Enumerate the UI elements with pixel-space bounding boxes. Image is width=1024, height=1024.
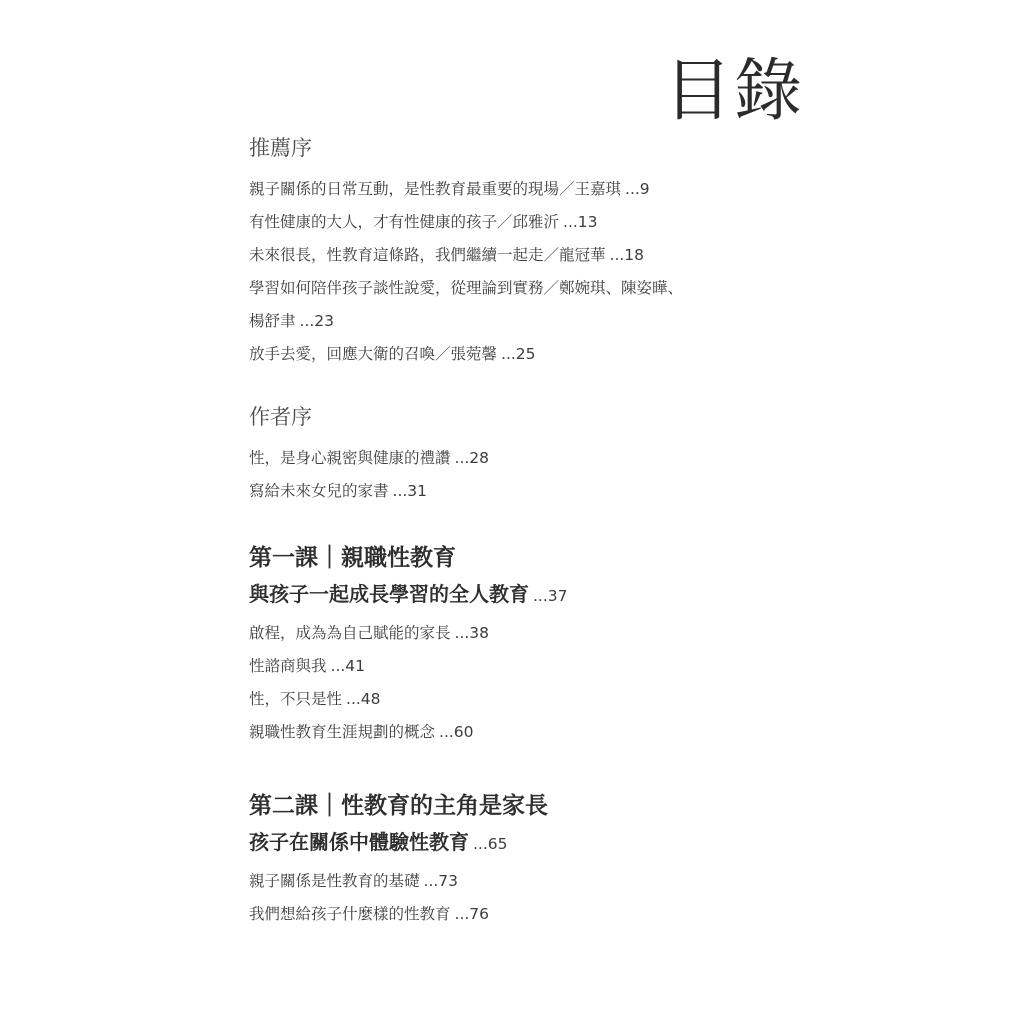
entry-text: 放手去愛，回應大衛的召喚／張菀馨: [249, 345, 498, 363]
author-section: [249, 407, 809, 508]
entry-text: 未來很長，性教育這條路，我們繼續一起走／龍冠華: [249, 246, 606, 264]
entry-text: 學習如何陪伴孩子談性說愛，從理論到實務／鄭婉琪、陳姿曄、: [249, 279, 684, 297]
toc-entry: [249, 305, 809, 338]
entry-page: ...60: [439, 722, 474, 741]
toc-entry: [249, 338, 809, 371]
entry-text: 性諮商與我: [249, 656, 327, 675]
entry-page: ...25: [501, 345, 536, 363]
entry-text: 親子關係的日常互動，是性教育最重要的現場／王嘉琪: [249, 180, 622, 198]
entry-page: ...38: [454, 623, 490, 642]
entry-text: 有性健康的大人，才有性健康的孩子／邱雅沂: [249, 213, 560, 231]
page-title: 目錄: [664, 52, 805, 131]
toc-entry: [249, 239, 809, 272]
entry-text: 啟程，成為為自己賦能的家長: [249, 623, 451, 642]
recommend-heading: 推薦序: [249, 136, 312, 160]
lesson1-section: [249, 547, 809, 749]
entry-page: ...41: [330, 656, 366, 675]
toc-entry: [249, 898, 809, 931]
entry-text: 親子關係是性教育的基礎: [249, 871, 420, 890]
lesson2-heading: 第二課｜性教育的主角是家長: [249, 793, 548, 819]
toc-entry: [249, 716, 809, 749]
lesson1-subtitle-page: ...37: [533, 587, 568, 605]
lesson1-subtitle-row: [249, 584, 809, 605]
author-heading: 作者序: [249, 405, 312, 429]
lesson2-subtitle-page: ...65: [473, 835, 508, 853]
toc-entry: [249, 865, 809, 898]
entry-text: 性，不只是性: [249, 689, 343, 708]
entry-text: 性，是身心親密與健康的禮讚: [249, 449, 451, 467]
lesson1-heading: 第一課｜親職性教育: [249, 545, 456, 571]
toc-entry: [249, 475, 809, 508]
entry-text: 楊舒聿: [249, 312, 296, 330]
entry-page: ...23: [299, 312, 335, 330]
lesson2-section: [249, 795, 809, 931]
toc-entry: [249, 617, 809, 650]
entry-page: ...18: [609, 246, 645, 264]
entry-page: ...13: [563, 213, 598, 231]
entry-page: ...31: [392, 482, 428, 500]
entry-page: ...28: [454, 449, 490, 467]
toc-entry: [249, 442, 809, 475]
entry-text: 我們想給孩子什麼樣的性教育: [249, 904, 451, 923]
lesson2-subtitle: 孩子在關係中體驗性教育: [249, 830, 469, 854]
toc-entry: [249, 683, 809, 716]
toc-entry: [249, 650, 809, 683]
recommend-section: [249, 138, 809, 371]
entry-text: 寫給未來女兒的家書: [249, 482, 389, 500]
lesson1-subtitle: 與孩子一起成長學習的全人教育: [249, 582, 529, 606]
toc-entry: [249, 272, 809, 305]
entry-page: ...73: [423, 871, 459, 890]
entry-page: ...9: [625, 180, 650, 198]
entry-page: ...48: [346, 689, 381, 708]
toc-entry: [249, 206, 809, 239]
lesson2-subtitle-row: [249, 832, 809, 853]
toc-entry: [249, 173, 809, 206]
entry-page: ...76: [454, 904, 490, 923]
entry-text: 親職性教育生涯規劃的概念: [249, 722, 436, 741]
